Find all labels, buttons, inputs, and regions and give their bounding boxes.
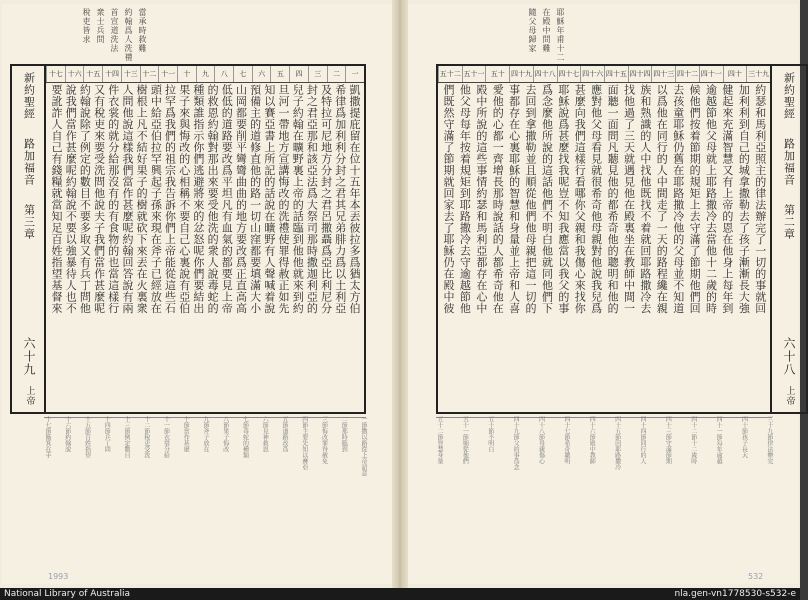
text-column: 族和熟識的人中找他既找不着就回耶路撒冷去	[638, 84, 652, 314]
text-column: 封之君亞那和該亞法爲大祭司那時撒迦利亞的	[305, 84, 319, 314]
footnote-column: 四十八節母親傷心	[537, 416, 545, 464]
verse-number: 十一	[158, 66, 177, 82]
footer-bar	[0, 588, 800, 600]
verse-number: 四十三	[651, 66, 675, 82]
footnote-column: 十六節約翰說	[63, 416, 71, 452]
footnote-column: 七節毒蛇的種類	[241, 416, 249, 458]
footnote-column: 四十節孩子長大	[740, 416, 748, 458]
verse-number: 四十六	[580, 66, 604, 82]
verse-number: 五十一	[462, 66, 486, 82]
right-page	[408, 4, 798, 584]
text-column: 候他們按着節期的規矩上去守滿了節期他們回	[688, 84, 702, 314]
right-page-side-column	[772, 64, 808, 414]
text-column: 們既然守滿了節期就回家去了耶穌仍在殿中彼	[442, 84, 455, 314]
text-column: 凱撒提庇留在位十五年本丟彼拉多爲猶太方伯	[347, 84, 361, 314]
right-book-title: 新約聖經	[782, 72, 796, 120]
verse-number: 十三	[121, 66, 140, 82]
left-text-frame	[44, 64, 366, 414]
text-column: 他父母每年按着規矩到耶路撒冷去守逾越節他	[458, 84, 472, 314]
footnote-column: 四十二節十二歲時	[689, 416, 697, 464]
text-column: 頭中給亞伯拉罕興起子孫來現在斧子已經放在	[149, 84, 163, 314]
left-chapter-label: 第三章	[22, 204, 36, 240]
verse-number: 四十八	[533, 66, 557, 82]
text-column: 面聽一面問凡聽見他的都希奇他的聰明和他的	[606, 84, 620, 314]
text-column: 知以賽亞書上所記的話說在曠野有人聲喊着說	[262, 84, 276, 314]
text-column: 旦河一帶地方宣講悔改的洗禮使罪得赦正如先	[277, 84, 290, 314]
right-book-name: 路加福音	[782, 138, 796, 186]
verse-number: 四十九	[509, 66, 533, 82]
footnote-column: 四十六節殿中教師	[588, 416, 596, 464]
text-column: 果子來與悔改的心相稱不要自己心裏說有亞伯	[177, 84, 191, 314]
text-column: 預備主的道修直他的路一切山窪都要填滿大小	[248, 84, 262, 314]
footnote-column: 五十二節智慧身量	[436, 416, 443, 464]
verse-number: 四十七	[557, 66, 581, 82]
book-gutter	[392, 0, 408, 588]
footnote-column: 五節道路改爲	[281, 416, 288, 452]
text-column: 說我們當作甚麼呢約翰說不要以強暴待人也不	[64, 84, 78, 314]
text-column: 種類誰指示你們逃避將來的忿怒呢你們要結出	[191, 84, 205, 314]
footnote-column: 六節見神救恩	[261, 416, 269, 452]
verse-number: 五十	[485, 66, 509, 82]
left-pencil-mark: 1993	[48, 572, 69, 581]
verse-number: 十五	[83, 66, 102, 82]
text-column: 兒子約翰在曠野裏上帝的話臨到他他就來到約	[291, 84, 305, 314]
text-column: 健起來充滿智慧又有上帝的恩在他身上每年到	[720, 84, 734, 314]
text-column: 要訛詐人自己有錢糧就當知足百姓指望基督來	[50, 84, 63, 314]
text-column: 去回到拿撒勒並且順從他們他母親把這一切的	[524, 84, 538, 314]
text-column: 山岡都要削平彎彎曲曲的地方要改爲正直高高	[234, 84, 248, 314]
verse-number: 四十五	[604, 66, 628, 82]
verse-number: 五十二	[438, 66, 462, 82]
text-column: 約翰說除了例定的數目不要多取又有兵丁問他	[78, 84, 92, 314]
verse-number: 十二	[140, 66, 159, 82]
left-book-title: 新約聖經	[22, 72, 36, 120]
text-column: 去孩童耶穌仍舊在耶路撒冷他的父母並不知道	[671, 84, 685, 314]
text-column: 拉罕爲我們的祖宗我告訴你們上帝能從這些石	[163, 84, 177, 314]
text-column: 希律爲加利利分封之君其兄弟腓力爲以土利亞	[333, 84, 347, 314]
text-column: 事都存在心裏耶穌的智慧和身量並上帝和人喜	[507, 84, 521, 314]
footnote-column: 一節撒以路從上帝詔意	[360, 416, 367, 476]
footnote-column: 四十一節每年逾越	[715, 416, 723, 464]
text-column: 樹根上凡不結好果子的樹就砍下來丟在火裏衆	[135, 84, 149, 314]
footnote-column: 四節主要先知以賽亞	[300, 416, 308, 470]
section-heading: 約翰爲人洗禮	[124, 8, 133, 62]
verse-number: 四十一	[699, 66, 723, 82]
text-column: 耶穌說爲甚麼找我呢豈不知我應當以我父的事	[556, 84, 570, 314]
footnote-column: 十二節稅吏受洗	[142, 416, 150, 458]
footnote-column: 十七節簸箕在手	[44, 416, 51, 458]
verse-number: 十七	[46, 66, 65, 82]
left-volume-mark: 上帝	[24, 386, 35, 406]
text-column: 件衣裳的就分給那沒有的有食物的也當這樣行	[106, 84, 120, 314]
footer-library: National Library of Australia	[4, 589, 131, 599]
right-text-frame	[436, 64, 772, 414]
text-column: 爲念麼他所說的這話他們不明白他就同他們下	[540, 84, 554, 314]
verse-number: 四十	[723, 66, 747, 82]
text-column: 人問他說這樣我們當作甚麼呢約翰回答說有兩	[120, 84, 134, 314]
text-column: 的救恩約翰對那出來要受他洗的衆人說毒蛇的	[206, 84, 220, 314]
footnote-column: 十三節例定數目	[123, 416, 130, 458]
footnote-column: 九節斧子放在	[202, 416, 209, 452]
verse-number: 十六	[65, 66, 84, 82]
right-body-text	[442, 84, 766, 408]
right-pencil-mark: 532	[748, 572, 764, 581]
left-page-headings	[82, 8, 146, 62]
text-column: 加利利到自己的城拿撒勒去了孩子漸漸長大強	[737, 84, 751, 314]
right-volume-mark: 上帝	[784, 386, 795, 406]
footnote-column: 十五節百姓指望	[83, 416, 91, 458]
verse-number: 五	[270, 66, 289, 82]
verse-number: 十四	[102, 66, 121, 82]
text-column: 又有稅吏來要受洗問他說夫子我們當作甚麼呢	[92, 84, 106, 314]
footnote-column: 八節果子悔改	[221, 416, 229, 452]
footer-identifier: nla.gen-vn1778530-s532-e	[674, 589, 796, 599]
verse-number: 七	[233, 66, 252, 82]
verse-number: 六	[252, 66, 271, 82]
footnote-column: 十一節衣裳分給	[162, 416, 170, 458]
text-column: 應對他父母看見就很希奇他母親對他說我兒爲	[589, 84, 603, 314]
section-heading: 當承時救難	[138, 8, 147, 53]
left-verse-numbers	[46, 66, 364, 83]
text-column: 找他過了三天就遇見他在殿裏坐在教師中間一	[622, 84, 636, 314]
verse-number: 一	[345, 66, 364, 82]
text-column: 殿中所說的這些事情約瑟和馬利亞都存在心中	[474, 84, 488, 314]
footnote-column: 五十節不明白	[486, 416, 494, 452]
left-footnotes	[44, 416, 366, 524]
section-heading: 衆士兵問	[96, 8, 105, 44]
footnote-column: 四十四節同行的人	[639, 416, 646, 464]
right-page-headings	[528, 8, 564, 62]
section-heading: 在殿中問難	[542, 8, 551, 53]
text-column: 逾越節他父母就上耶路撒冷去當他十二歲的時	[704, 84, 718, 314]
footnote-column: 四十三節守滿節期	[664, 416, 672, 464]
left-page-number: 六十九	[22, 337, 36, 376]
verse-number: 四十二	[675, 66, 699, 82]
right-page-number: 六十八	[782, 337, 796, 376]
footnote-column: 四十九節父的事爲念	[512, 416, 520, 470]
verse-number: 四	[289, 66, 308, 82]
right-footnotes	[436, 416, 772, 524]
section-heading: 隨父母歸家	[528, 8, 537, 53]
text-column: 及特拉可尼地方分封之君呂撒聶爲亞比利尼分	[319, 84, 333, 314]
footnote-column: 二節那時臨到	[340, 416, 348, 452]
footnote-column: 十四節兵丁問	[103, 416, 111, 452]
text-column: 以爲他在同行的人中間走了一天的路程纔在親	[655, 84, 669, 314]
left-page-side-column	[10, 64, 46, 414]
text-column: 約瑟和馬利亞照主的律法辦完了一切的事就回	[753, 84, 767, 314]
footnote-column: 三十九節律法辦完	[765, 416, 773, 464]
left-page	[2, 4, 392, 584]
section-heading: 耶穌年甫十二	[556, 8, 565, 62]
footnote-column: 十節當作甚麼	[182, 416, 190, 452]
verse-number: 八	[214, 66, 233, 82]
verse-number: 十	[177, 66, 196, 82]
footnote-column: 五十一節順從他們	[461, 416, 469, 464]
verse-number: 三十九	[746, 66, 770, 82]
text-column: 低低的道路要改爲平坦凡有血氣的都要見上帝	[220, 84, 234, 314]
left-book-name: 路加福音	[22, 138, 36, 186]
right-verse-numbers	[438, 66, 770, 83]
verse-number: 三	[308, 66, 327, 82]
verse-number: 九	[196, 66, 215, 82]
verse-number: 四十四	[628, 66, 652, 82]
text-column: 愛他的心都一齊增長那時說話的人都希奇他在	[491, 84, 505, 314]
left-body-text	[50, 84, 360, 408]
footnote-column: 四十七節希奇聰明	[562, 416, 570, 464]
footnote-column: 三節悔改罪得赦免	[320, 416, 328, 464]
text-column: 甚麼向我們這樣行看哪你父親和我傷心來找你	[573, 84, 587, 314]
right-chapter-label: 第二章	[782, 204, 796, 240]
verse-number: 二	[327, 66, 346, 82]
footnote-column: 四十五節回耶路撒冷	[613, 416, 621, 470]
section-heading: 首宣道洗法	[110, 8, 119, 53]
section-heading: 稅吏皆求	[82, 8, 91, 44]
